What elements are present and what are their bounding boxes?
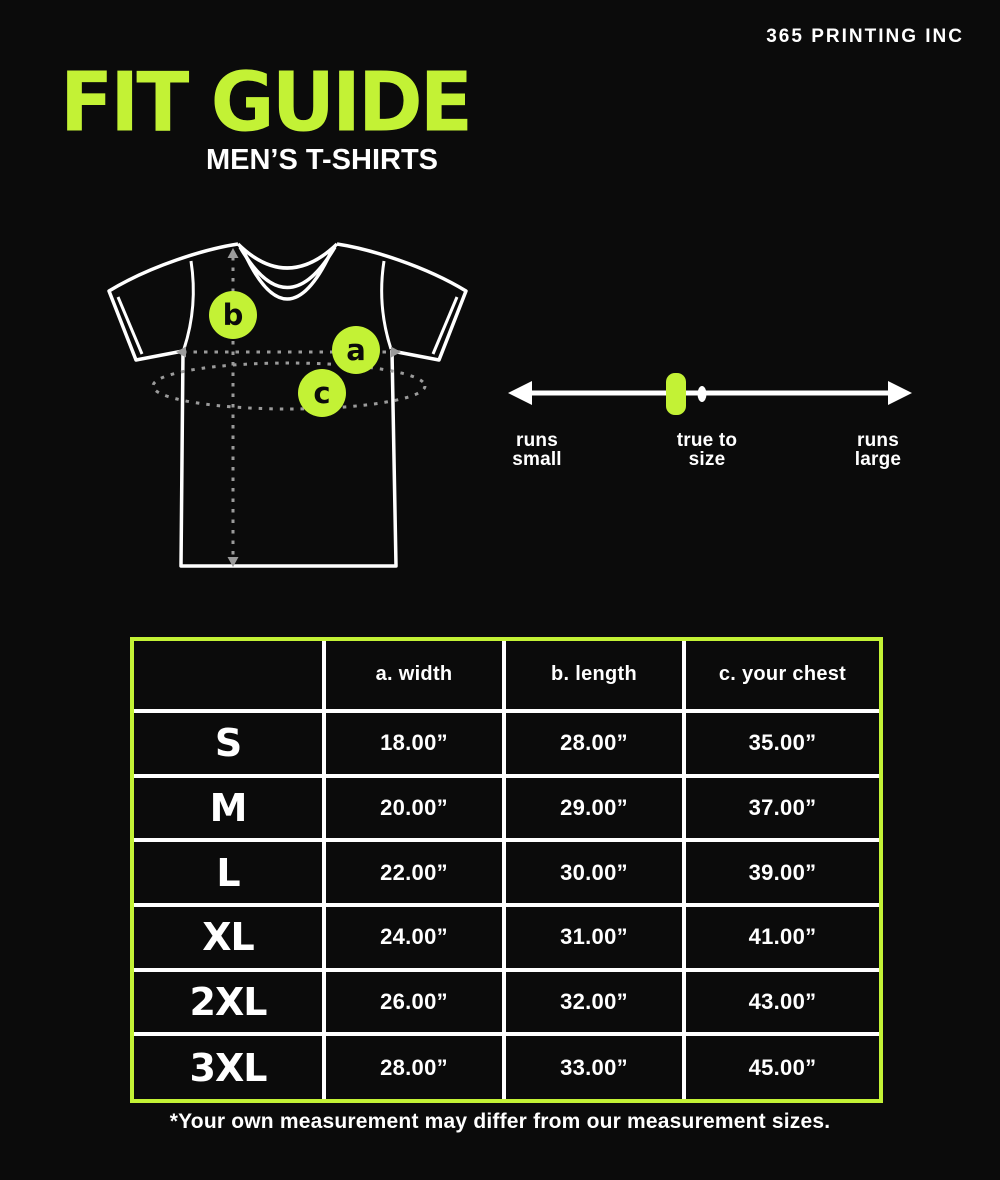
chest-value: 43.00” [684, 970, 879, 1035]
header-cell-chest: c. your chest [684, 641, 879, 711]
size-label: S [134, 711, 324, 776]
width-value: 26.00” [324, 970, 504, 1035]
scale-label-runs-large [808, 431, 948, 469]
length-value: 33.00” [504, 1034, 684, 1099]
chest-value: 45.00” [684, 1034, 879, 1099]
marker-b-length [209, 291, 257, 339]
measurement-disclaimer: *Your own measurement may differ from our measurement sizes. [169, 1110, 831, 1133]
table-row-m [134, 776, 879, 841]
chest-value: 41.00” [684, 905, 879, 970]
marker-a-width [332, 326, 380, 374]
width-value: 28.00” [324, 1034, 504, 1099]
page-subtitle: MEN’S T-SHIRTS [205, 144, 438, 176]
marker-c-chest [298, 369, 346, 417]
runs-small-line2: small [512, 449, 562, 470]
length-value: 32.00” [504, 970, 684, 1035]
size-label: 2XL [134, 970, 324, 1035]
length-value: 28.00” [504, 711, 684, 776]
width-value: 20.00” [324, 776, 504, 841]
table-row-xl [134, 905, 879, 970]
true-to-size-line2: size [688, 449, 726, 470]
chest-value: 37.00” [684, 776, 879, 841]
size-label: M [134, 776, 324, 841]
size-label: 3XL [134, 1034, 324, 1099]
table-row-2xl [134, 970, 879, 1035]
width-value: 18.00” [324, 711, 504, 776]
table-row-s [134, 711, 879, 776]
page-title: FIT GUIDE [60, 55, 471, 151]
table-row-3xl [134, 1034, 879, 1099]
header-cell-length: b. length [504, 641, 684, 711]
table-row-l [134, 840, 879, 905]
fit-scale-icon [500, 355, 920, 435]
scale-label-runs-small [467, 431, 607, 469]
header-cell-width: a. width [324, 641, 504, 711]
size-table-header-row [134, 641, 879, 711]
marker-b-label: b [222, 297, 244, 332]
runs-large-line1: runs [857, 430, 899, 451]
chest-value: 35.00” [684, 711, 879, 776]
marker-a-label: a [346, 332, 366, 367]
marker-c-label: c [313, 375, 331, 410]
length-value: 31.00” [504, 905, 684, 970]
width-value: 24.00” [324, 905, 504, 970]
chest-value: 39.00” [684, 840, 879, 905]
length-value: 30.00” [504, 840, 684, 905]
scale-label-true-to-size [637, 431, 777, 469]
true-to-size-line1: true to [676, 430, 738, 451]
size-label: L [134, 840, 324, 905]
size-label: XL [134, 905, 324, 970]
runs-large-line2: large [854, 449, 902, 470]
width-value: 22.00” [324, 840, 504, 905]
brand-name: 365 PRINTING INC [766, 26, 964, 47]
header-cell-empty [134, 641, 324, 711]
size-table [130, 637, 883, 1103]
length-value: 29.00” [504, 776, 684, 841]
runs-small-line1: runs [516, 430, 558, 451]
